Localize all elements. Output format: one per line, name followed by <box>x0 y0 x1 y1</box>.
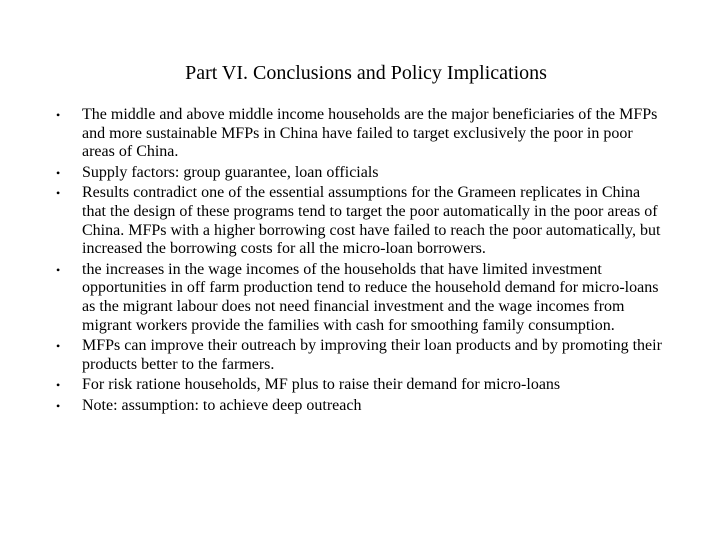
bullet-icon: • <box>56 186 61 201</box>
bullet-text: MFPs can improve their outreach by improving their loan products and by promoting their products better to the farmers. <box>82 337 662 373</box>
bullet-text: Note: assumption: to achieve deep outreach <box>82 396 362 414</box>
bullet-text: The middle and above middle income households are the major beneficiaries of the MFPs and more sustainable MFPs in China have failed to target exclusively the poor in poor areas of China. <box>82 106 658 161</box>
bullet-list <box>56 106 666 416</box>
bullet-icon: • <box>56 378 61 393</box>
bullet-item-7 <box>56 397 666 416</box>
bullet-item-5 <box>56 337 666 374</box>
bullet-icon: • <box>56 398 61 413</box>
bullet-text: Results contradict one of the essential assumptions for the Grameen replicates in China that the design of these programs tend to target the poor automatically in the poor areas of China. MFPs with a higher borrowing cost have failed to reach the poor automatically, but increased the borrowing costs for all the micro-loan borrowers. <box>82 184 661 258</box>
bullet-item-4 <box>56 261 666 335</box>
bullet-text: For risk ratione households, MF plus to raise their demand for micro-loans <box>82 376 561 394</box>
bullet-item-3 <box>56 184 666 258</box>
bullet-icon: • <box>56 262 61 277</box>
bullet-item-1 <box>56 106 666 162</box>
bullet-icon: • <box>56 165 61 180</box>
bullet-item-2 <box>56 164 666 183</box>
bullet-icon: • <box>56 108 61 122</box>
bullet-icon: • <box>56 339 61 354</box>
bullet-item-6 <box>56 376 666 395</box>
bullet-text: Supply factors: group guarantee, loan officials <box>82 163 379 181</box>
bullet-text: the increases in the wage incomes of the households that have limited investment opportunities in off farm production tend to reduce the household demand for micro-loans as the migrant labour does not need financial investment and the wage incomes from migrant workers provide the families with cash for smoothing family consumption. <box>82 260 659 334</box>
slide-title: Part VI. Conclusions and Policy Implications <box>185 62 547 84</box>
